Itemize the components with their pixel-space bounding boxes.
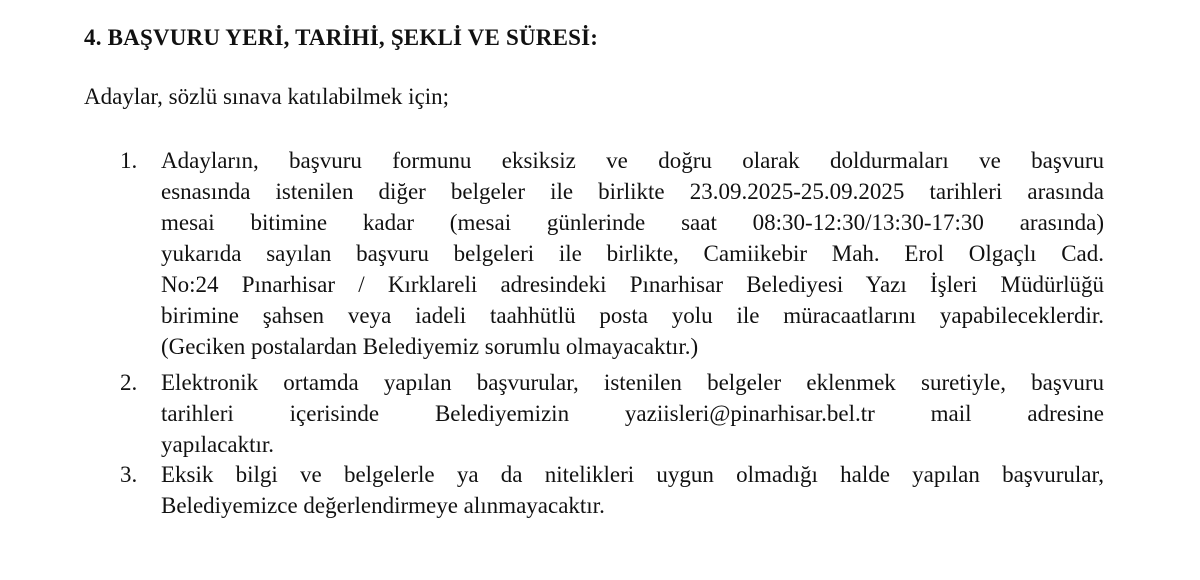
list-item-number: 1.: [120, 148, 138, 173]
text-line: Belediyemizce değerlendirmeye alınmayacaktır.: [161, 493, 605, 518]
list-item-number: 3.: [120, 462, 138, 487]
text-line: (Geciken postalardan Belediyemiz sorumlu olmayacaktır.): [161, 334, 699, 359]
list-item-text: [161, 145, 1104, 362]
list-item-number: 2.: [120, 370, 138, 395]
text-line: tarihleri içerisinde Belediyemizin yaziisleri@pinarhisar.bel.tr mail adresine: [161, 401, 1104, 426]
list-item-text: [161, 367, 1104, 460]
text-line: Eksik bilgi ve belgelerle ya da nitelikleri uygun olmadığı halde yapılan başvurular,: [161, 462, 1104, 487]
text-line: esnasında istenilen diğer belgeler ile birlikte 23.09.2025-25.09.2025 tarihleri arasında: [161, 179, 1104, 204]
text-line: yukarıda sayılan başvuru belgeleri ile birlikte, Camiikebir Mah. Erol Olgaçlı Cad.: [161, 241, 1104, 266]
text-line: Adayların, başvuru formunu eksiksiz ve doğru olarak doldurmaları ve başvuru: [161, 148, 1104, 173]
section-heading: 4. BAŞVURU YERİ, TARİHİ, ŞEKLİ VE SÜRESİ:: [84, 25, 599, 50]
list-item-text: [161, 459, 1104, 521]
intro-paragraph: Adaylar, sözlü sınava katılabilmek için;: [84, 84, 450, 109]
text-line: birimine şahsen veya iadeli taahhütlü posta yolu ile müracaatlarını yapabileceklerdir.: [161, 303, 1104, 328]
text-line: mesai bitimine kadar (mesai günlerinde saat 08:30-12:30/13:30-17:30 arasında): [161, 210, 1104, 235]
text-line: Elektronik ortamda yapılan başvurular, istenilen belgeler eklenmek suretiyle, başvuru: [161, 370, 1104, 395]
text-line: yapılacaktır.: [161, 432, 275, 457]
text-line: No:24 Pınarhisar / Kırklareli adresindeki Pınarhisar Belediyesi Yazı İşleri Müdürlüğü: [161, 272, 1104, 297]
